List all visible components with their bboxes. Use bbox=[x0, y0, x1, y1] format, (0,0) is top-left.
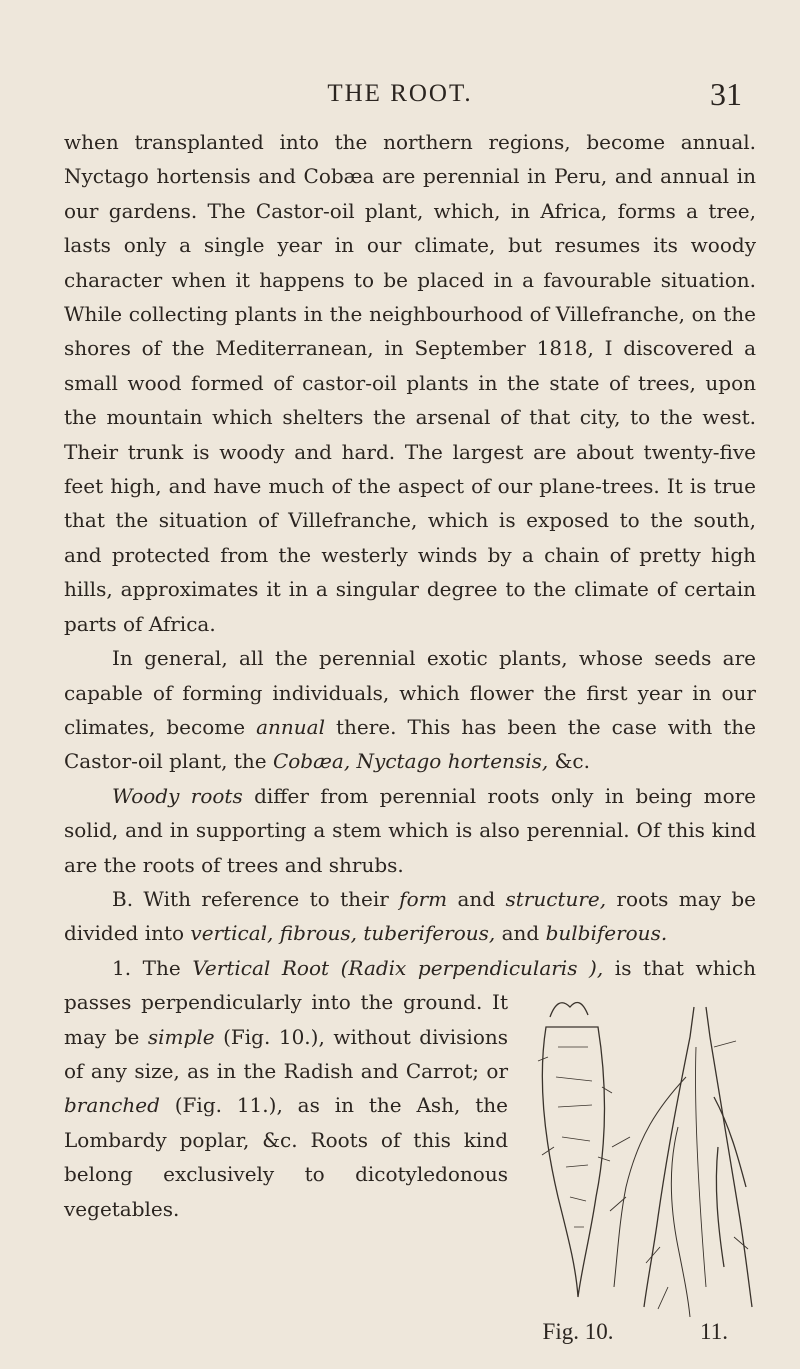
page-header bbox=[0, 76, 800, 116]
paragraph-4 bbox=[64, 882, 756, 951]
paragraph-2-text-c: &c. bbox=[548, 749, 590, 774]
paragraph-2 bbox=[64, 641, 756, 779]
paragraph-2-italic-annual: annual bbox=[256, 714, 325, 739]
paragraph-3-text: differ from perennial roots only in being more solid, and in supporting a stem which is also perennial. Of this kind are the roots of trees and shrubs. bbox=[64, 783, 757, 877]
page-number: 31 bbox=[710, 76, 742, 112]
running-title: THE ROOT. bbox=[327, 80, 473, 107]
paragraph-4-text-c: roots may be divided into bbox=[64, 886, 757, 946]
paragraph-5-text-a: 1. The bbox=[112, 955, 193, 980]
paragraph-4-italic-structure: structure, bbox=[505, 886, 607, 911]
paragraph-5-italic-branched: branched bbox=[64, 1093, 160, 1118]
fig-11-main-root bbox=[644, 1037, 690, 1307]
paragraph-3-italic-woody-roots: Woody roots bbox=[112, 783, 243, 808]
paragraph-5-text-d: (Fig. 11.), as in the Ash, the Lombardy poplar, &c. Roots of this kind belong exclusively to dicotyledonous vegetables. bbox=[64, 1093, 508, 1221]
paragraph-4-text-d: and bbox=[495, 921, 546, 946]
paragraph-2-text-a: In general, all the perennial exotic plants, whose seeds are capable of forming individuals, which flower the first year in our climates, become bbox=[64, 646, 756, 739]
paragraph-5 bbox=[64, 951, 756, 1345]
paragraph-5-italic-simple: simple bbox=[147, 1024, 215, 1049]
paragraph-1-text: when transplanted into the northern regions, become annual. Nyctago hortensis and Cobæa are perennial in Peru, and annual in our gardens. The Castor-oil plant, which, in Africa, forms a tree, lasts only a single year in our climate, but resumes its woody character when it happens to be placed in a favourable situation. While collecting plants in the neighbourhood of Villefranche, on the shores of the Mediterranean, in September 1818, I discovered a small wood formed of castor-oil plants in the state of trees, upon the mountain which shelters the arsenal of that city, to the west. Their trunk is woody and hard. The largest are about twenty-five feet high, and have much of the aspect of our plane-trees. It is true that the situation of Villefranche, which is exposed to the south, and protected from the westerly winds by a chain of pretty high hills, approximates it in a singular degree to the climate of certain parts of Africa. bbox=[64, 130, 756, 636]
paragraph-4-text-a: B. With reference to their bbox=[112, 886, 400, 911]
paragraph-5-italic-vertical-root: Vertical Root (Radix perpendicularis ), bbox=[192, 955, 604, 980]
root-figures bbox=[518, 987, 756, 1347]
fig-10-label: Fig. 10. bbox=[542, 1319, 614, 1345]
paragraph-4-italic-form: form bbox=[399, 886, 448, 911]
paragraph-4-italic-bulbiferous: bulbiferous. bbox=[545, 921, 668, 946]
fig-11-label: 11. bbox=[700, 1319, 728, 1345]
paragraph-1 bbox=[64, 125, 756, 641]
paragraph-5-text-b: is that which passes perpendicularly into the ground. It may be bbox=[64, 955, 756, 1049]
paragraph-3 bbox=[64, 779, 756, 882]
paragraph-4-text-b: and bbox=[447, 886, 506, 911]
paragraph-4-italic-types: vertical, fibrous, tuberiferous, bbox=[190, 921, 496, 946]
fig-10-root-outline bbox=[542, 1027, 604, 1297]
paragraph-5-text-c: (Fig. 10.), without divisions of any size, as in the Radish and Carrot; or bbox=[64, 1024, 509, 1083]
fig-10-leaf-stubs bbox=[550, 1003, 588, 1018]
fig-11-stem bbox=[690, 1007, 710, 1037]
paragraph-2-text-b: there. This has been the case with the Castor-oil plant, the bbox=[64, 714, 756, 774]
body-text bbox=[64, 125, 756, 1347]
paragraph-2-italic-plants: Cobæa, Nyctago hortensis, bbox=[272, 749, 549, 774]
root-illustration bbox=[518, 987, 756, 1347]
